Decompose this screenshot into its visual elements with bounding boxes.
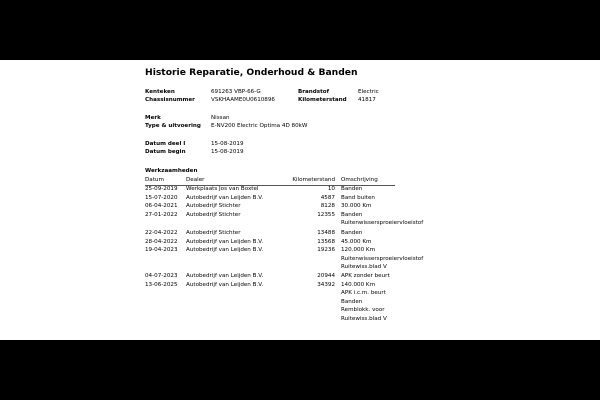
row-kilometerstand: 19236 <box>317 247 335 253</box>
row-datum: 28-04-2022 <box>145 238 178 245</box>
row-omschrijving <box>341 247 423 273</box>
omschrijving-line: 30.000 Km <box>341 203 372 209</box>
row-datum: 27-01-2022 <box>145 211 178 218</box>
table-row <box>0 239 600 248</box>
datum-deel-value: 15-08-2019 <box>211 141 244 147</box>
row-omschrijving <box>341 273 390 282</box>
row-dealer: Autobedrijf Stichter <box>186 211 241 218</box>
row-omschrijving <box>341 212 423 229</box>
page-title: Historie Reparatie, Onderhoud & Banden <box>145 67 358 78</box>
omschrijving-line: Remblokk. voor <box>341 307 385 313</box>
omschrijving-line: 45.000 Km <box>341 238 372 245</box>
row-kilometerstand: 8128 <box>320 203 335 209</box>
row-dealer: Autobedrijf Stichter <box>186 230 241 236</box>
row-dealer: Autobedrijf van Leijden B.V. <box>186 247 264 253</box>
row-dealer: Autobedrijf van Leijden B.V. <box>186 281 264 288</box>
omschrijving-line: APK i.c.m. beurt <box>341 290 386 296</box>
type-value: E-NV200 Electric Optima 4D 80kW <box>211 123 308 129</box>
row-datum: 15-07-2020 <box>145 194 178 201</box>
row-dealer: Autobedrijf van Leijden B.V. <box>186 194 264 201</box>
row-kilometerstand: 13488 <box>317 230 335 236</box>
brandstof-value: Electric <box>358 89 379 95</box>
row-kilometerstand: 12355 <box>317 211 335 218</box>
type-label: Type & uitvoering <box>145 123 201 129</box>
kenteken-label: Kenteken <box>145 89 175 95</box>
datum-begin-value: 15-08-2019 <box>211 149 244 155</box>
omschrijving-line: Banden <box>341 186 363 192</box>
row-kilometerstand: 34392 <box>317 281 335 288</box>
col-header-dealer: Dealer <box>186 177 205 183</box>
omschrijving-line: Band buiten <box>341 194 375 201</box>
omschrijving-line: Banden <box>341 298 363 305</box>
table-row <box>0 211 600 226</box>
row-dealer: Autobedrijf van Leijden B.V. <box>186 273 264 279</box>
omschrijving-line: Ruitewiss.blad V <box>341 315 387 322</box>
row-datum: 13-06-2025 <box>145 281 178 288</box>
datum-deel-label: Datum deel I <box>145 141 186 147</box>
kilometerstand-label: Kilometerstand <box>298 97 347 103</box>
row-omschrijving <box>341 282 387 325</box>
col-header-kilometerstand: Kilometerstand <box>292 177 335 183</box>
row-kilometerstand: 13568 <box>317 238 335 245</box>
row-datum: 19-04-2023 <box>145 247 178 253</box>
col-header-omschrijving: Omschrijving <box>341 177 378 183</box>
chassis-label: Chassisnummer <box>145 97 195 103</box>
row-datum: 22-04-2022 <box>145 230 178 236</box>
row-kilometerstand: 10 <box>327 186 335 192</box>
omschrijving-line: 120.000 Km <box>341 247 376 253</box>
row-omschrijving <box>341 239 371 248</box>
omschrijving-line: Ruitewiss.blad V <box>341 264 387 270</box>
row-omschrijving <box>341 186 362 195</box>
row-datum: 25-09-2019 <box>145 186 178 192</box>
chassis-value: VSKHAAME0U0610896 <box>211 97 275 103</box>
brandstof-label: Brandstof <box>298 89 330 95</box>
col-header-datum: Datum <box>145 177 164 183</box>
omschrijving-line: APK zonder beurt <box>341 273 390 279</box>
kilometerstand-value: 41817 <box>358 97 376 103</box>
row-omschrijving <box>341 230 362 239</box>
table-row <box>0 273 600 282</box>
row-datum: 06-04-2021 <box>145 203 178 209</box>
row-dealer: Autobedrijf Stichter <box>186 203 241 209</box>
omschrijving-line: Banden <box>341 211 363 218</box>
omschrijving-line: Ruitenwissersproeiervloeistof <box>341 220 424 226</box>
row-datum: 04-07-2023 <box>145 273 178 279</box>
omschrijving-line: Banden <box>341 230 363 236</box>
table-row <box>0 203 600 212</box>
row-kilometerstand: 20944 <box>317 273 335 279</box>
merk-label: Merk <box>145 115 161 121</box>
omschrijving-line: 140.000 Km <box>341 281 376 288</box>
werkzaamheden-heading: Werkzaamheden <box>145 168 198 174</box>
kenteken-value: 691263 VBP-66-G <box>211 89 261 95</box>
row-omschrijving <box>341 195 375 204</box>
table-row <box>0 230 600 239</box>
table-row <box>0 186 600 195</box>
row-dealer: Autobedrijf van Leijden B.V. <box>186 238 264 245</box>
table-row <box>0 195 600 204</box>
table-row <box>0 247 600 270</box>
row-omschrijving <box>341 203 371 212</box>
datum-begin-label: Datum begin <box>145 149 186 155</box>
row-dealer: Werkplaats Jos van Boxtel <box>186 186 259 192</box>
omschrijving-line: Ruitenwissersproeiervloeistof <box>341 255 424 262</box>
table-row <box>0 281 600 322</box>
row-kilometerstand: 4587 <box>320 194 335 201</box>
merk-value: Nissan <box>211 115 230 121</box>
document-page <box>0 60 600 340</box>
